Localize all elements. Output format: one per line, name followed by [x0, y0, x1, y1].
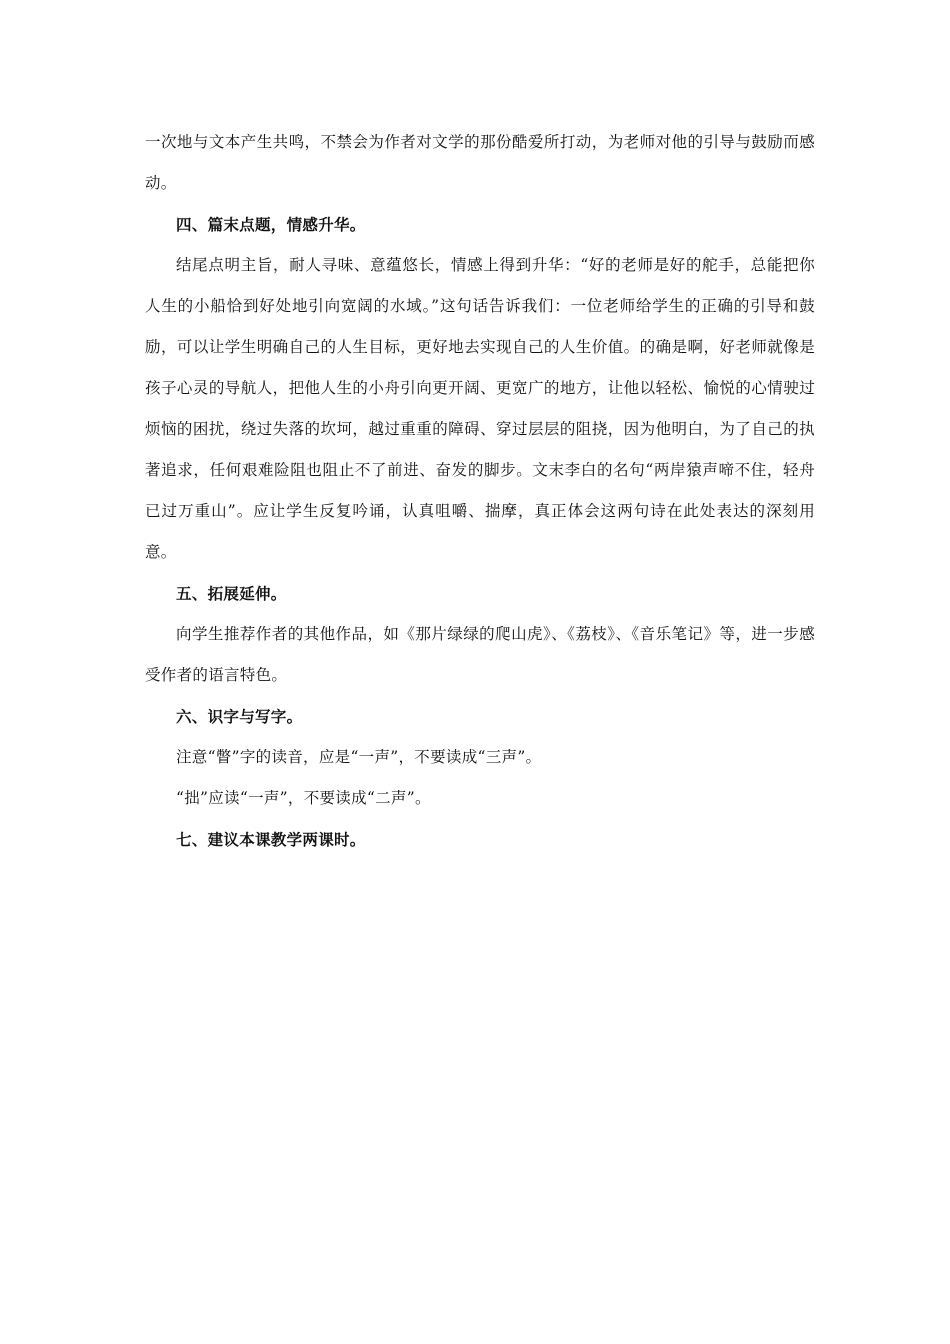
paragraph-conclusion: 结尾点明主旨，耐人寻味、意蕴悠长，情感上得到升华：“好的老师是好的舵手，总能把你人生的小船恰到好处地引向宽阔的水域。”这句话告诉我们：一位老师给学生的正确的引导和鼓励，可以让学生明确自己的人生目标，更好地去实现自己的人生价值。的确是啊，好老师就像是孩子心灵的导航人，把他人生的小舟引向更开阔、更宽广的地方，让他以轻松、愉悦的心情驶过烦恼的困扰，绕过失落的坎坷，越过重重的障碍、穿过层层的阻挠，因为他明白，为了自己的执著追求，任何艰难险阻也阻止不了前进、奋发的脚步。文末李白的名句“两岸猿声啼不住，轻舟已过万重山”。应让学生反复吟诵，认真咀嚼、揣摩，真正体会这两句诗在此处表达的深刻用意。	[145, 256, 815, 561]
section-heading-7: 七、建议本课教学两课时。	[176, 830, 366, 849]
document-body	[145, 122, 815, 860]
paragraph-continuation: 一次地与文本产生共鸣，不禁会为作者对文学的那份酷爱所打动，为老师对他的引导与鼓励而感动。	[145, 133, 815, 192]
section-heading-4: 四、篇末点题，情感升华。	[176, 215, 366, 234]
paragraph-extension: 向学生推荐作者的其他作品，如《那片绿绿的爬山虎》、《荔枝》、《音乐笔记》等，进一步感受作者的语言特色。	[145, 625, 815, 684]
paragraph-pronunciation-2: “拙”应读“一声”，不要读成“二声”。	[176, 789, 431, 807]
section-heading-6: 六、识字与写字。	[176, 707, 303, 726]
paragraph-pronunciation-1: 注意“瞥”字的读音，应是“一声”，不要读成“三声”。	[176, 748, 542, 766]
section-heading-5: 五、拓展延伸。	[176, 584, 287, 603]
